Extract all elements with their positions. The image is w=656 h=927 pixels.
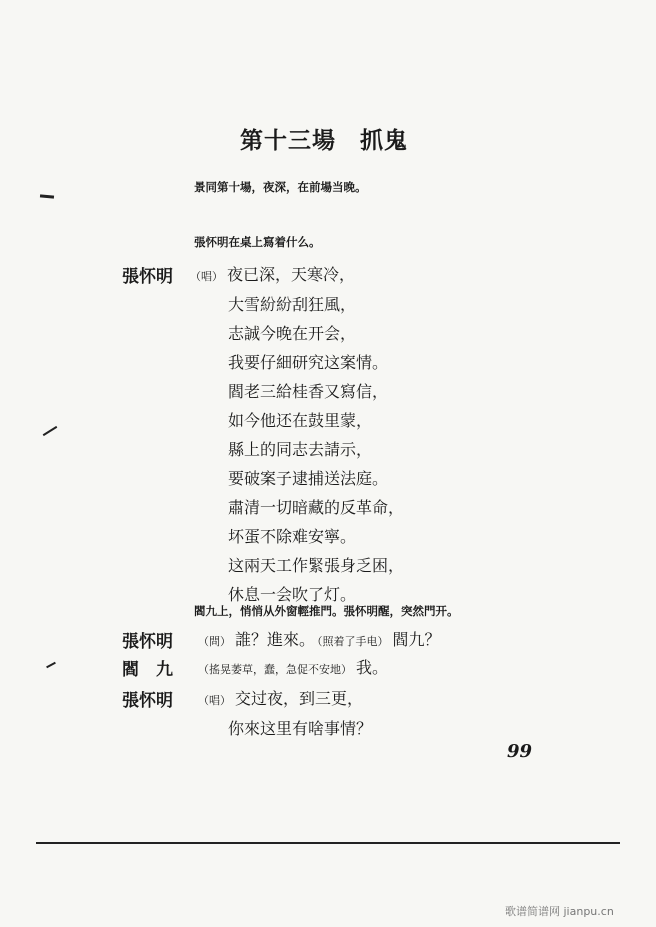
speaker-name: 張怀明: [122, 691, 173, 711]
scene-title: 第十三場 抓鬼: [240, 127, 408, 154]
speaker-name: 閻 九: [122, 660, 173, 680]
sung-line: 休息一会吹了灯。: [228, 585, 357, 604]
margin-mark: [40, 194, 54, 198]
line-text: 夜已深，天寒冷，: [227, 265, 356, 284]
sung-line: [198, 686, 363, 709]
margin-mark: [46, 662, 56, 668]
sung-line: 志誠今晚在开会，: [228, 324, 357, 343]
sung-line: 閻老三給桂香又寫信，: [228, 382, 389, 401]
performance-cue: （搖晃萎草，蠢，急促不安地）: [198, 663, 352, 676]
stage-direction-setting: 景同第十場，夜深，在前場当晚。: [194, 180, 367, 194]
stage-direction-writing: 張怀明在桌上寫着什么。: [194, 235, 321, 249]
spoken-line: [198, 627, 441, 650]
margin-mark: [43, 426, 58, 436]
performance-cue: （問）: [198, 635, 231, 648]
stage-direction-entrance: 閻九上，悄悄从外窗輕推門。張怀明醒，突然門开。: [194, 604, 459, 618]
sung-line: 如今他还在鼓里蒙，: [228, 411, 373, 430]
sung-line: 肅清一切暗藏的反革命，: [228, 498, 405, 517]
performance-cue: （唱）: [190, 270, 223, 283]
speaker-name: 張怀明: [122, 632, 173, 652]
spoken-line: [198, 655, 388, 678]
sung-line: 要破案子逮捕送法庭。: [228, 469, 389, 488]
sung-line: 这兩天工作緊張身乏困，: [228, 556, 405, 575]
sung-line: 我要仔細研究这案情。: [228, 353, 389, 372]
sung-line: [190, 262, 355, 285]
line-text: 我。: [356, 658, 389, 677]
performance-cue: （照着了手电）: [317, 635, 389, 648]
bottom-rule: [36, 842, 620, 844]
speaker-name: 張怀明: [122, 267, 173, 287]
line-text: 閻九？: [392, 630, 441, 649]
sung-line: 大雪紛紛刮狂風，: [228, 295, 357, 314]
line-text: 交过夜，到三更，: [235, 689, 364, 708]
sung-line: 縣上的同志去請示，: [228, 440, 373, 459]
performance-cue: （唱）: [198, 694, 231, 707]
watermark: 歌谱简谱网 jianpu.cn: [505, 905, 614, 918]
page-number: 99: [507, 741, 533, 762]
line-text: 誰？進來。: [235, 630, 316, 649]
sung-line: 你來这里有啥事情？: [228, 719, 373, 738]
sung-line: 坏蛋不除难安寧。: [228, 527, 357, 546]
